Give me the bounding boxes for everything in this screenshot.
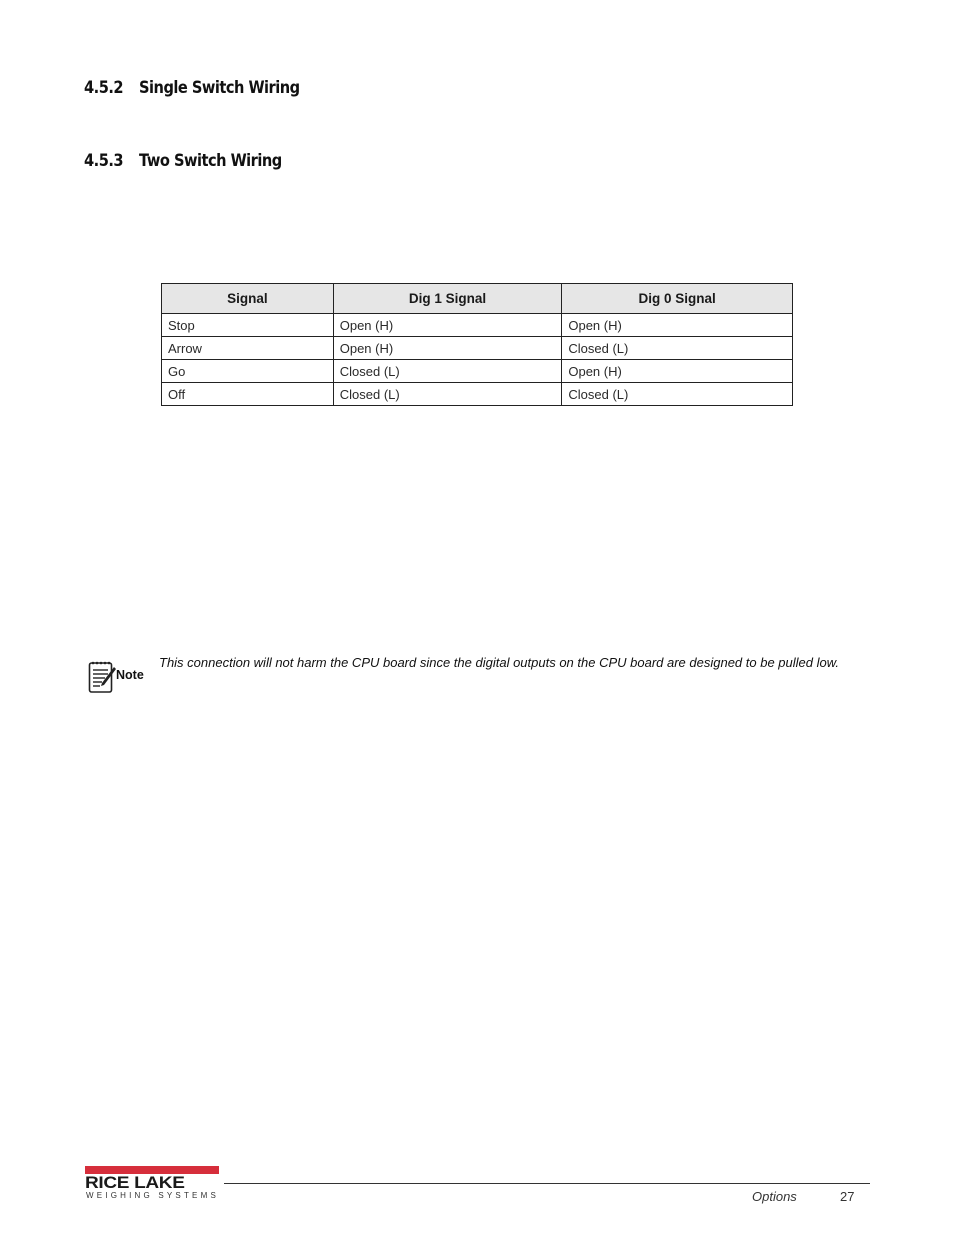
signal-table [161,283,793,406]
cell-dig0: Open (H) [562,360,793,383]
page-number: 27 [840,1189,855,1204]
section-heading-single-switch [84,78,300,98]
section-number: 4.5.2 [84,78,124,98]
footer-section-name: Options [752,1189,797,1204]
cell-dig0: Closed (L) [562,337,793,360]
table-header-row [162,284,793,314]
rice-lake-logo [85,1166,223,1202]
header-dig0-signal: Dig 0 Signal [562,284,793,314]
cell-dig1: Closed (L) [333,360,562,383]
cell-signal: Off [162,383,334,406]
table-row [162,337,793,360]
cell-dig1: Open (H) [333,337,562,360]
cell-signal: Arrow [162,337,334,360]
cell-dig1: Closed (L) [333,383,562,406]
table-row [162,314,793,337]
section-title: Single Switch Wiring [139,78,300,98]
cell-signal: Go [162,360,334,383]
section-number: 4.5.3 [84,151,124,171]
logo-tagline: WEIGHING SYSTEMS [86,1191,219,1200]
cell-dig0: Open (H) [562,314,793,337]
note-label: Note [116,668,144,682]
header-signal: Signal [162,284,334,314]
footer-divider [224,1183,870,1184]
logo-name: RICE LAKE [85,1173,185,1192]
table-row [162,383,793,406]
header-dig1-signal: Dig 1 Signal [333,284,562,314]
section-title: Two Switch Wiring [139,151,282,171]
cell-dig1: Open (H) [333,314,562,337]
cell-dig0: Closed (L) [562,383,793,406]
cell-signal: Stop [162,314,334,337]
table-row [162,360,793,383]
note-text: This connection will not harm the CPU board since the digital outputs on the CPU board are designed to be pulled low. [159,655,840,670]
section-heading-two-switch [84,151,282,171]
